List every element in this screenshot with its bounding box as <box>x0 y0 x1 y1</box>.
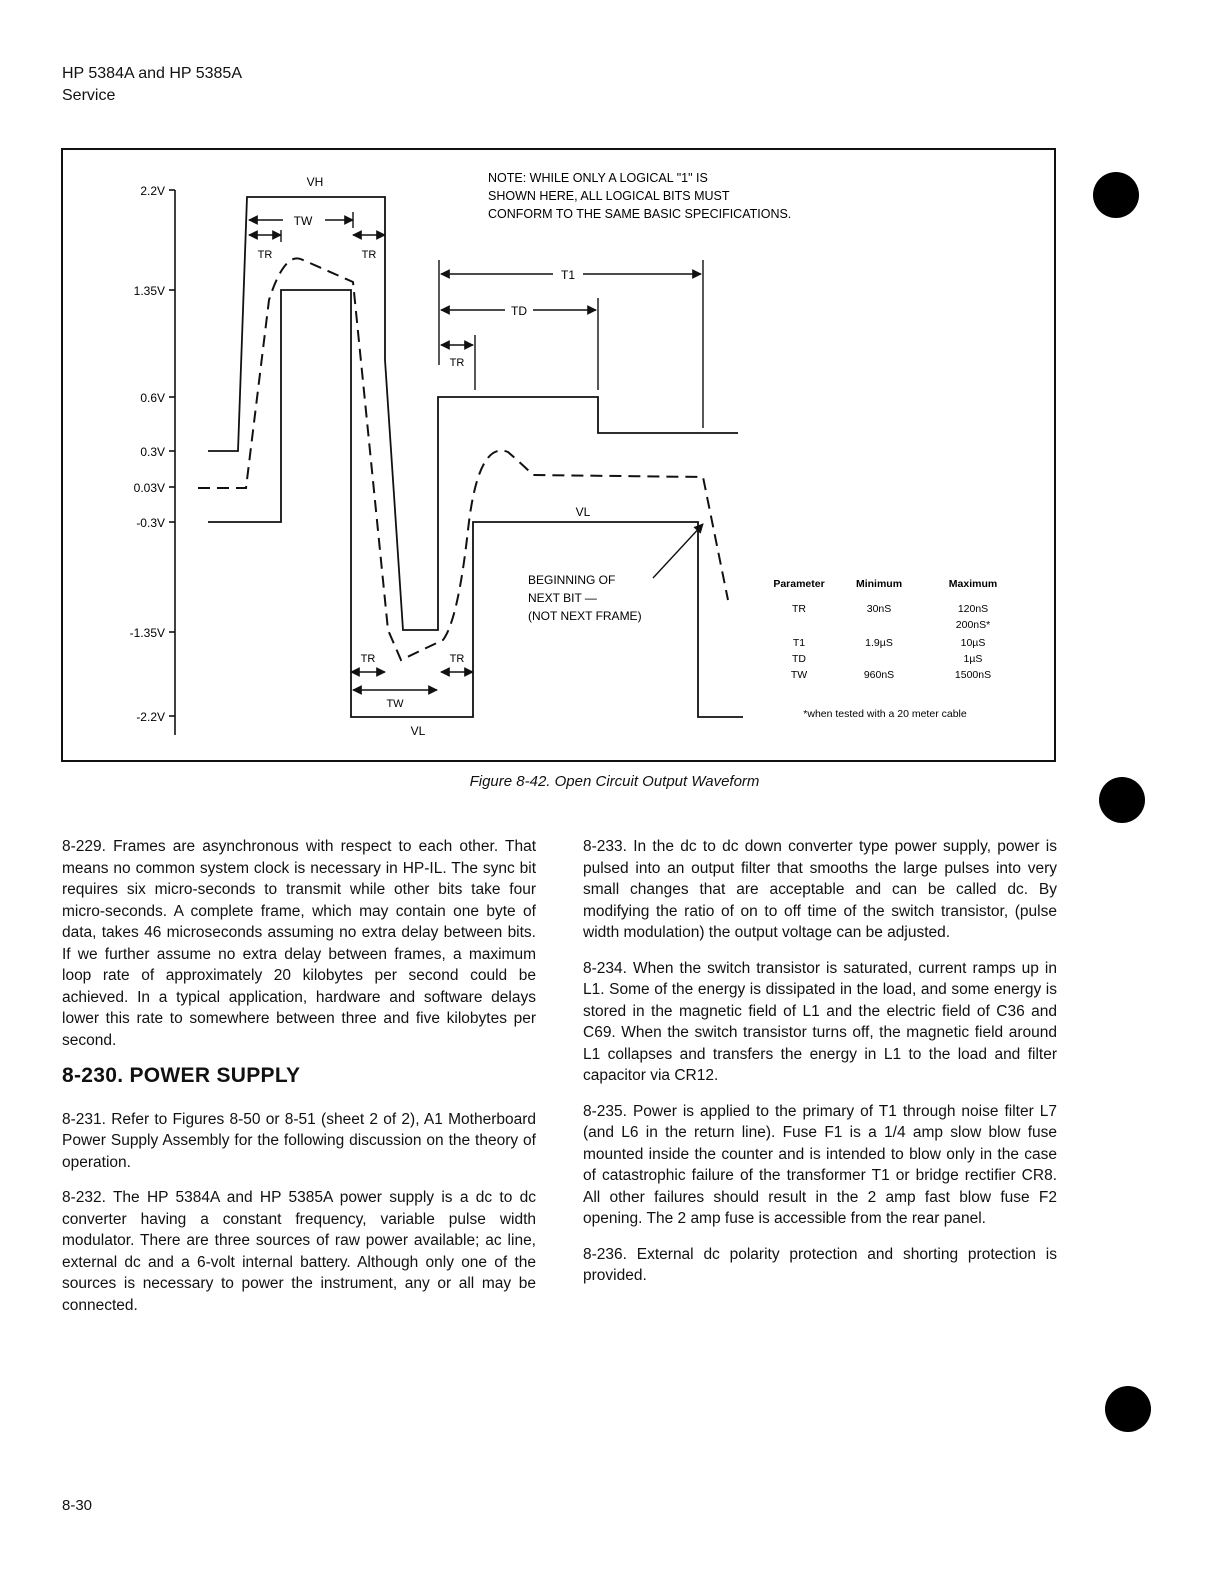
tr-label-1: TR <box>257 249 273 261</box>
tr-label-5: TR <box>449 653 465 665</box>
table-header-maximum: Maximum <box>948 578 998 590</box>
next-bit-annotation <box>528 573 642 623</box>
svg-text:NOTE: WHILE ONLY A LOGICAL "1": NOTE: WHILE ONLY A LOGICAL "1" IS <box>488 171 708 185</box>
svg-text:SHOWN HERE, ALL LOGICAL BITS M: SHOWN HERE, ALL LOGICAL BITS MUST <box>488 189 730 203</box>
table-cell: 120nS <box>957 603 989 615</box>
tr-left-dimension <box>249 230 281 242</box>
typical-waveform <box>198 258 728 660</box>
paragraph-8-232: 8-232. The HP 5384A and HP 5385A power supply is a dc to dc converter having a constant frequency, variable pulse width modulator. There are three sources of raw power available; ac line, external dc and a 6-volt internal battery. Although only one of the sources is necessary to power the instrument, any or all may be connected. <box>62 1189 536 1314</box>
tr-bottom-dimensions <box>351 672 473 690</box>
table-cell: 200nS* <box>955 619 991 631</box>
table-header-parameter: Parameter <box>773 578 825 590</box>
svg-text:BEGINNING OF: BEGINNING OF <box>528 573 616 587</box>
table-footnote: *when tested with a 20 meter cable <box>803 708 967 720</box>
left-column <box>62 836 536 1330</box>
svg-text:CONFORM TO THE SAME BASIC SPEC: CONFORM TO THE SAME BASIC SPECIFICATIONS. <box>488 207 792 221</box>
page-number: 8-30 <box>62 1497 93 1514</box>
waveform-figure <box>61 148 1056 762</box>
vl-label-lower: VL <box>410 724 426 738</box>
next-bit-arrow <box>653 524 703 578</box>
paragraph-8-236: 8-236. External dc polarity protection and shorting protection is provided. <box>583 1245 1057 1284</box>
td-label: TD <box>511 304 527 318</box>
header-title: HP 5384A and HP 5385A <box>62 65 242 82</box>
page-header <box>62 63 242 107</box>
table-cell: TR <box>792 603 806 615</box>
t1-label: T1 <box>560 268 576 282</box>
table-cell: TW <box>790 669 808 681</box>
paragraph-8-233: 8-233. In the dc to dc down converter type power supply, power is pulsed into an output filter that smooths the large pulses into very small changes that are acceptable and can be called dc. By modifying the ratio of on to off time of the switch transistor, (pulse width modulation) the output voltage can be adjusted. <box>583 838 1057 941</box>
tw-bottom-label: TW <box>386 698 404 710</box>
vl-label-upper: VL <box>575 505 591 519</box>
right-column <box>583 836 1057 1301</box>
table-cell: 1500nS <box>954 669 992 681</box>
table-cell: 30nS <box>866 603 892 615</box>
figure-caption: Figure 8-42. Open Circuit Output Waveform <box>469 773 760 790</box>
paragraph-8-229: 8-229. Frames are asynchronous with respect to each other. That means no common system clock is necessary in HP-IL. The sync bit requires six micro-seconds to transmit while other bits take four micro-seconds. A complete frame, which may contain one byte of data, takes 46 microseconds assuming no extra delay between bits. If we further assume no extra delay between frames, a maximum loop rate of approximately 20 kilobytes per second could be achieved. In a typical application, hardware and software delays lower this rate to somewhere between three and five kilobytes per second. <box>62 838 536 1049</box>
axis-label-neg-1-35v: -1.35V <box>129 626 165 640</box>
table-cell: 1µS <box>963 653 983 665</box>
axis-label-2-2v: 2.2V <box>140 184 165 198</box>
table-cell: TD <box>792 653 806 665</box>
table-cell: 960nS <box>863 669 895 681</box>
table-cell: T1 <box>792 637 806 649</box>
axis-label-0-3v: 0.3V <box>140 445 165 459</box>
axis-label-neg-0-3v: -0.3V <box>136 516 165 530</box>
t1-dimension <box>439 260 703 428</box>
svg-text:(NOT NEXT FRAME): (NOT NEXT FRAME) <box>528 609 642 623</box>
axis-label-0-03v: 0.03V <box>133 481 165 495</box>
section-heading-power-supply: 8-230. POWER SUPPLY <box>62 1064 301 1087</box>
paragraph-8-231: 8-231. Refer to Figures 8-50 or 8-51 (sheet 2 of 2), A1 Motherboard Power Supply Assembly for the following discussion on the theory of operation. <box>62 1110 536 1171</box>
paragraph-8-234: 8-234. When the switch transistor is saturated, current ramps up in L1. Some of the energy is dissipated in the load, and some energy is stored in the magnetic field of L1 and the electric field of C36 and C69. When the switch transistor turns off, the magnetic field around L1 collapses and transfers the energy in L1 to the load and filter capacitor via CR12. <box>583 959 1057 1084</box>
paragraph-8-235: 8-235. Power is applied to the primary of T1 through noise filter L7 (and L6 in the return line). Fuse F1 is a 1/4 amp slow blow fuse mounted inside the counter and is intended to blow only in the case of catastrophic failure of the transformer T1 or bridge rectifier CR8. All other failures should result in the 2 amp fast blow fuse F2 opening. The 2 amp fuse is accessible from the rear panel. <box>583 1102 1057 1227</box>
tr-label-4: TR <box>360 653 376 665</box>
figure-note <box>488 171 791 221</box>
voltage-axis-labels <box>130 184 165 724</box>
axis-label-neg-2-2v: -2.2V <box>136 710 165 724</box>
axis-label-1-35v: 1.35V <box>133 284 165 298</box>
header-subtitle: Service <box>62 87 116 104</box>
table-header-minimum: Minimum <box>855 578 903 590</box>
waveform-diagram <box>63 150 1058 764</box>
axis-label-0-6v: 0.6V <box>140 391 165 405</box>
table-cell: 10µS <box>960 637 986 649</box>
vh-label: VH <box>306 175 324 189</box>
tr-label-3: TR <box>449 357 465 369</box>
voltage-axis <box>169 190 175 735</box>
svg-text:NEXT BIT —: NEXT BIT — <box>528 591 597 605</box>
binder-hole-top <box>1093 172 1139 218</box>
tr-label-2: TR <box>361 249 377 261</box>
spec-table <box>773 578 997 720</box>
tw-top-label: TW <box>293 214 313 228</box>
table-cell: 1.9µS <box>865 637 893 649</box>
binder-hole-bottom <box>1105 1386 1151 1432</box>
